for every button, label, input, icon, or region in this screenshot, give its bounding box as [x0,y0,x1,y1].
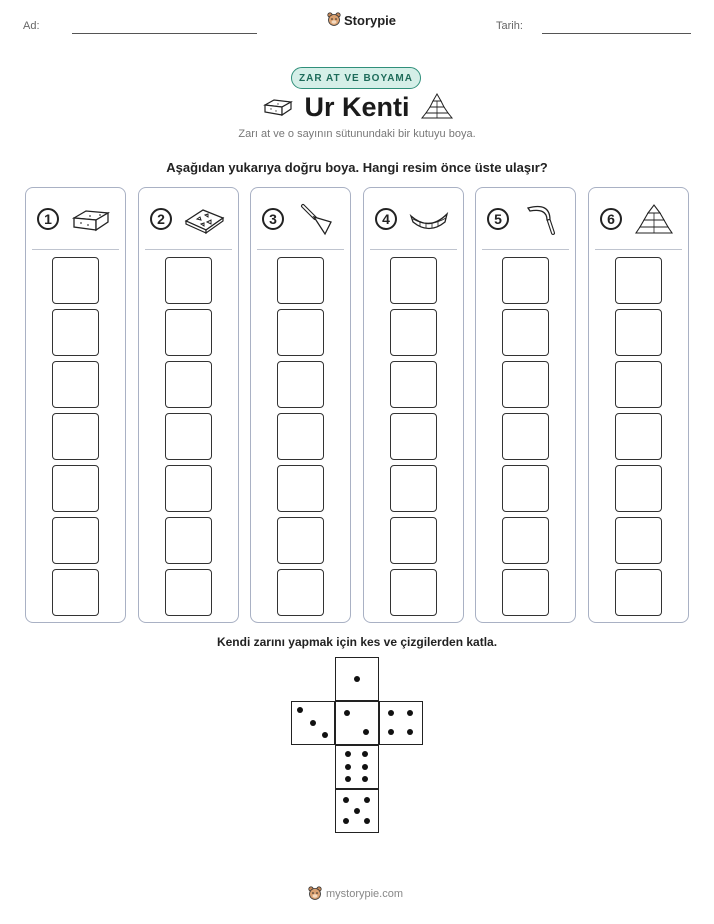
coloring-box[interactable] [277,413,324,460]
coloring-box[interactable] [52,569,99,616]
coloring-box[interactable] [502,257,549,304]
brand-logo [327,12,396,28]
dice-pip [344,710,350,716]
footer-url: mystorypie.com [326,888,404,900]
coloring-box[interactable] [277,361,324,408]
dice-face-2 [335,701,379,745]
dice-face-1 [335,657,379,701]
dice-pip [310,720,316,726]
coloring-box[interactable] [390,257,437,304]
coloring-box[interactable] [277,309,324,356]
coloring-box[interactable] [390,361,437,408]
coloring-box[interactable] [615,413,662,460]
dice-pip [362,764,368,770]
dice-pip [364,797,370,803]
coloring-box[interactable] [277,257,324,304]
date-label: Tarih: [496,20,523,32]
coloring-box[interactable] [165,361,212,408]
column-divider [257,249,344,250]
coloring-box[interactable] [615,465,662,512]
sickle-icon [520,202,562,236]
coloring-box[interactable] [615,309,662,356]
name-label: Ad: [23,20,40,32]
dice-pip [345,776,351,782]
coloring-box[interactable] [502,465,549,512]
ziggurat-icon [633,202,675,236]
dice-pip [322,732,328,738]
coloring-box[interactable] [615,257,662,304]
dice-pip [362,751,368,757]
dice-pip [345,764,351,770]
coloring-box[interactable] [502,517,549,564]
dice-face-3 [291,701,335,745]
dice-pip [354,808,360,814]
clay-tablet-icon [183,202,225,236]
dice-face-5 [335,789,379,833]
column-divider [32,249,119,250]
dice-pip [407,710,413,716]
dice-column-5 [475,187,576,623]
ziggurat-icon [420,92,454,120]
coloring-box[interactable] [502,569,549,616]
dice-column-2 [138,187,239,623]
date-line [542,33,691,34]
bear-mascot-icon [308,886,322,902]
coloring-box[interactable] [52,465,99,512]
activity-badge: ZAR AT VE BOYAMA [291,67,421,89]
coloring-box[interactable] [165,569,212,616]
column-divider [595,249,682,250]
coloring-box[interactable] [52,257,99,304]
coloring-box[interactable] [165,257,212,304]
name-line [72,33,257,34]
instruction-text: Aşağıdan yukarıya doğru boya. Hangi resim önce üste ulaşır? [166,160,548,175]
mud-brick-icon [70,202,112,236]
page-title: Ur Kenti [304,92,410,122]
dice-face-4 [379,701,423,745]
coloring-box[interactable] [390,465,437,512]
column-number: 6 [600,208,622,230]
dice-column-6 [588,187,689,623]
column-divider [370,249,457,250]
dice-pip [364,818,370,824]
bear-mascot-icon [327,12,341,28]
coloring-box[interactable] [615,361,662,408]
footer [308,886,403,902]
reed-boat-icon [408,202,450,236]
trowel-icon [295,202,337,236]
coloring-box[interactable] [165,517,212,564]
dice-pip [354,676,360,682]
coloring-box[interactable] [165,413,212,460]
dice-column-4 [363,187,464,623]
coloring-box[interactable] [165,465,212,512]
column-divider [145,249,232,250]
dice-pip [362,776,368,782]
coloring-box[interactable] [52,309,99,356]
brand-name: Storypie [344,12,397,28]
column-number: 2 [150,208,172,230]
column-number: 3 [262,208,284,230]
coloring-box[interactable] [165,309,212,356]
dice-pip [407,729,413,735]
column-divider [482,249,569,250]
coloring-box[interactable] [390,569,437,616]
dice-pip [343,818,349,824]
coloring-box[interactable] [277,517,324,564]
coloring-box[interactable] [502,309,549,356]
dice-column-1 [25,187,126,623]
coloring-box[interactable] [277,465,324,512]
dice-pip [388,710,394,716]
coloring-box[interactable] [390,309,437,356]
subtitle: Zarı at ve o sayının sütunundaki bir kutuyu boya. [238,128,476,140]
dice-pip [345,751,351,757]
coloring-box[interactable] [615,569,662,616]
coloring-box[interactable] [52,517,99,564]
dice-face-6 [335,745,379,789]
dice-pip [388,729,394,735]
column-number: 1 [37,208,59,230]
coloring-box[interactable] [502,413,549,460]
coloring-box[interactable] [52,413,99,460]
coloring-box[interactable] [502,361,549,408]
column-number: 4 [375,208,397,230]
dice-pip [363,729,369,735]
column-number: 5 [487,208,509,230]
coloring-box[interactable] [277,569,324,616]
coloring-box[interactable] [615,517,662,564]
coloring-box[interactable] [52,361,99,408]
dice-pip [343,797,349,803]
coloring-box[interactable] [390,517,437,564]
dice-instruction: Kendi zarını yapmak için kes ve çizgilerden katla. [216,635,498,649]
dice-column-3 [250,187,351,623]
dice-pip [297,707,303,713]
coloring-box[interactable] [390,413,437,460]
